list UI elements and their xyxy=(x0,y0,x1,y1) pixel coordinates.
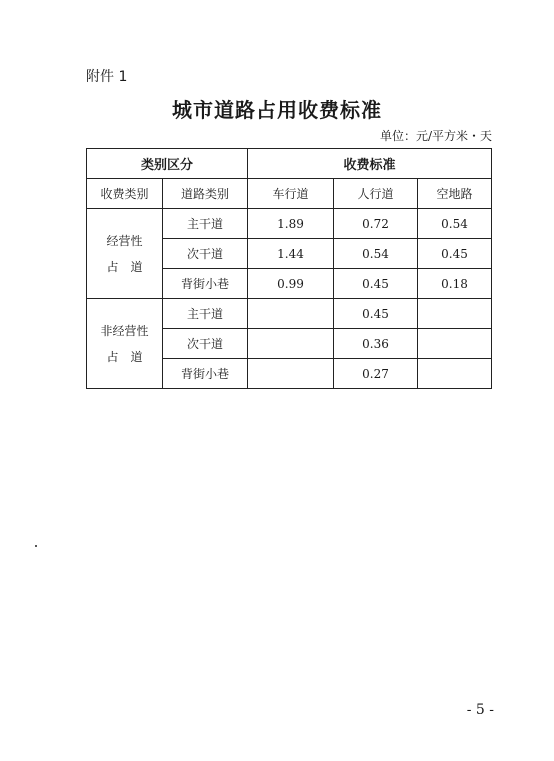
pedestrian-cell: 0.54 xyxy=(334,239,418,269)
road-cell: 主干道 xyxy=(163,209,248,239)
road-cell: 次干道 xyxy=(163,239,248,269)
header-vehicle-lane: 车行道 xyxy=(248,179,334,209)
scan-speck xyxy=(35,545,37,547)
road-cell: 背街小巷 xyxy=(163,359,248,389)
pedestrian-cell: 0.27 xyxy=(334,359,418,389)
table-row xyxy=(87,209,492,239)
vehicle-cell: 1.44 xyxy=(248,239,334,269)
category-line: 占 道 xyxy=(106,349,143,364)
table-row xyxy=(87,299,492,329)
open-cell xyxy=(418,329,492,359)
category-line: 经营性 xyxy=(106,233,143,248)
open-cell: 0.54 xyxy=(418,209,492,239)
document-title: 城市道路占用收费标准 xyxy=(172,98,382,122)
vehicle-cell xyxy=(248,329,334,359)
road-cell: 次干道 xyxy=(163,329,248,359)
vehicle-cell xyxy=(248,359,334,389)
unit-note: 单位：元/平方米・天 xyxy=(379,129,492,143)
vehicle-cell: 0.99 xyxy=(248,269,334,299)
header-fee-category: 收费类别 xyxy=(87,179,163,209)
road-cell: 主干道 xyxy=(163,299,248,329)
fee-table xyxy=(86,148,492,389)
open-cell xyxy=(418,299,492,329)
category-group-header: 类别区分 xyxy=(87,149,248,179)
pedestrian-cell: 0.72 xyxy=(334,209,418,239)
open-cell: 0.45 xyxy=(418,239,492,269)
standard-group-header: 收费标准 xyxy=(248,149,492,179)
vehicle-cell xyxy=(248,299,334,329)
header-open-ground: 空地路 xyxy=(418,179,492,209)
pedestrian-cell: 0.36 xyxy=(334,329,418,359)
pedestrian-cell: 0.45 xyxy=(334,269,418,299)
pedestrian-cell: 0.45 xyxy=(334,299,418,329)
road-cell: 背街小巷 xyxy=(163,269,248,299)
attachment-label: 附件 1 xyxy=(86,69,128,85)
open-cell xyxy=(418,359,492,389)
category-cell-commercial xyxy=(87,209,163,299)
vehicle-cell: 1.89 xyxy=(248,209,334,239)
open-cell: 0.18 xyxy=(418,269,492,299)
group-header-row xyxy=(87,149,492,179)
header-road-category: 道路类别 xyxy=(163,179,248,209)
header-pedestrian-lane: 人行道 xyxy=(334,179,418,209)
category-cell-noncommercial xyxy=(87,299,163,389)
page-number: - 5 - xyxy=(466,702,494,718)
category-line: 占 道 xyxy=(106,259,143,274)
sub-header-row xyxy=(87,179,492,209)
category-line: 非经营性 xyxy=(100,323,149,338)
